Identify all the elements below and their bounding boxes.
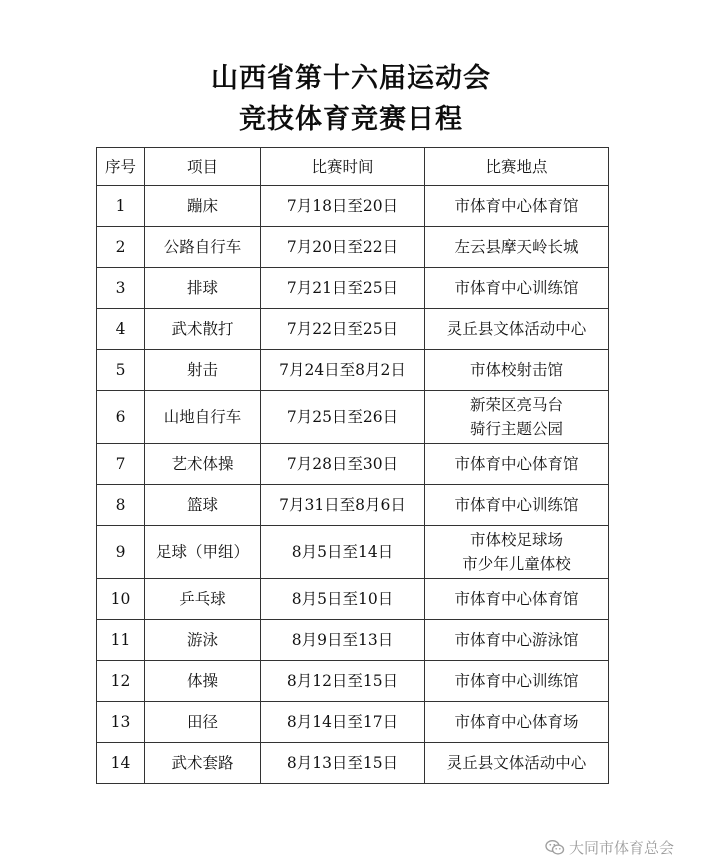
cell-time: 7月20日至22日 [261, 227, 425, 268]
cell-number: 6 [97, 391, 145, 444]
cell-time: 8月9日至13日 [261, 620, 425, 661]
cell-event: 足球（甲组） [145, 526, 261, 579]
table-row [97, 309, 609, 350]
document-title: 山西省第十六届运动会 [211, 63, 491, 94]
venue-line: 新荣区亮马台 [469, 396, 563, 414]
cell-venue [425, 350, 609, 391]
cell-venue [425, 620, 609, 661]
cell-venue [425, 186, 609, 227]
table-row [97, 661, 609, 702]
cell-number: 4 [97, 309, 145, 350]
venue-line: 骑行主题公园 [469, 420, 563, 438]
venue-line: 市体育中心体育场 [454, 713, 579, 731]
cell-event: 武术套路 [145, 743, 261, 784]
cell-venue [425, 743, 609, 784]
cell-time: 8月5日至10日 [261, 579, 425, 620]
document-subtitle: 竞技体育竞赛日程 [239, 104, 463, 135]
venue-line: 市体校足球场 [469, 531, 563, 549]
cell-event: 排球 [145, 268, 261, 309]
cell-number: 3 [97, 268, 145, 309]
watermark-text: 大同市体育总会 [568, 839, 674, 857]
cell-event: 田径 [145, 702, 261, 743]
cell-time: 8月12日至15日 [261, 661, 425, 702]
cell-venue [425, 309, 609, 350]
cell-number: 11 [97, 620, 145, 661]
venue-line: 市体育中心体育馆 [454, 455, 579, 473]
table-row [97, 702, 609, 743]
cell-venue [425, 526, 609, 579]
header-time: 比赛时间 [261, 148, 425, 186]
venue-line: 市少年儿童体校 [462, 555, 571, 573]
cell-venue [425, 579, 609, 620]
cell-venue [425, 227, 609, 268]
cell-number: 7 [97, 444, 145, 485]
watermark [545, 837, 674, 858]
table-row [97, 186, 609, 227]
cell-number: 13 [97, 702, 145, 743]
cell-event: 游泳 [145, 620, 261, 661]
wechat-icon [545, 839, 565, 856]
venue-line: 市体育中心游泳馆 [454, 631, 579, 649]
table-row [97, 444, 609, 485]
cell-time: 7月24日至8月2日 [261, 350, 425, 391]
venue-line: 灵丘县文体活动中心 [446, 754, 587, 772]
table-row [97, 743, 609, 784]
cell-number: 10 [97, 579, 145, 620]
table-row [97, 350, 609, 391]
venue-line: 左云县摩天岭长城 [454, 238, 579, 256]
venue-line: 市体校射击馆 [469, 361, 563, 379]
cell-event: 公路自行车 [145, 227, 261, 268]
cell-event: 山地自行车 [145, 391, 261, 444]
cell-venue [425, 444, 609, 485]
cell-number: 8 [97, 485, 145, 526]
table-row [97, 227, 609, 268]
venue-line: 市体育中心训练馆 [454, 672, 579, 690]
table-row [97, 485, 609, 526]
cell-number: 9 [97, 526, 145, 579]
cell-venue [425, 702, 609, 743]
cell-event: 乒乓球 [145, 579, 261, 620]
venue-line: 市体育中心体育馆 [454, 197, 579, 215]
cell-venue [425, 485, 609, 526]
cell-event: 篮球 [145, 485, 261, 526]
table-row [97, 579, 609, 620]
table-row [97, 526, 609, 579]
cell-number: 12 [97, 661, 145, 702]
table-row [97, 620, 609, 661]
cell-time: 7月28日至30日 [261, 444, 425, 485]
schedule-table [96, 147, 609, 784]
cell-event: 艺术体操 [145, 444, 261, 485]
cell-event: 蹦床 [145, 186, 261, 227]
cell-time: 8月13日至15日 [261, 743, 425, 784]
cell-time: 7月18日至20日 [261, 186, 425, 227]
table-body [97, 186, 609, 784]
cell-number: 2 [97, 227, 145, 268]
venue-line: 市体育中心训练馆 [454, 496, 579, 514]
cell-event: 射击 [145, 350, 261, 391]
cell-number: 5 [97, 350, 145, 391]
table-row [97, 391, 609, 444]
header-number: 序号 [97, 148, 145, 186]
cell-event: 武术散打 [145, 309, 261, 350]
cell-venue [425, 391, 609, 444]
cell-venue [425, 661, 609, 702]
cell-time: 7月25日至26日 [261, 391, 425, 444]
venue-line: 市体育中心训练馆 [454, 279, 579, 297]
cell-event: 体操 [145, 661, 261, 702]
table-header-row [97, 148, 609, 186]
cell-time: 7月31日至8月6日 [261, 485, 425, 526]
venue-line: 市体育中心体育馆 [454, 590, 579, 608]
header-venue: 比赛地点 [425, 148, 609, 186]
cell-number: 14 [97, 743, 145, 784]
table-row [97, 268, 609, 309]
cell-time: 8月5日至14日 [261, 526, 425, 579]
venue-line: 灵丘县文体活动中心 [446, 320, 587, 338]
cell-number: 1 [97, 186, 145, 227]
cell-time: 7月22日至25日 [261, 309, 425, 350]
cell-time: 7月21日至25日 [261, 268, 425, 309]
cell-time: 8月14日至17日 [261, 702, 425, 743]
cell-venue [425, 268, 609, 309]
header-event: 项目 [145, 148, 261, 186]
